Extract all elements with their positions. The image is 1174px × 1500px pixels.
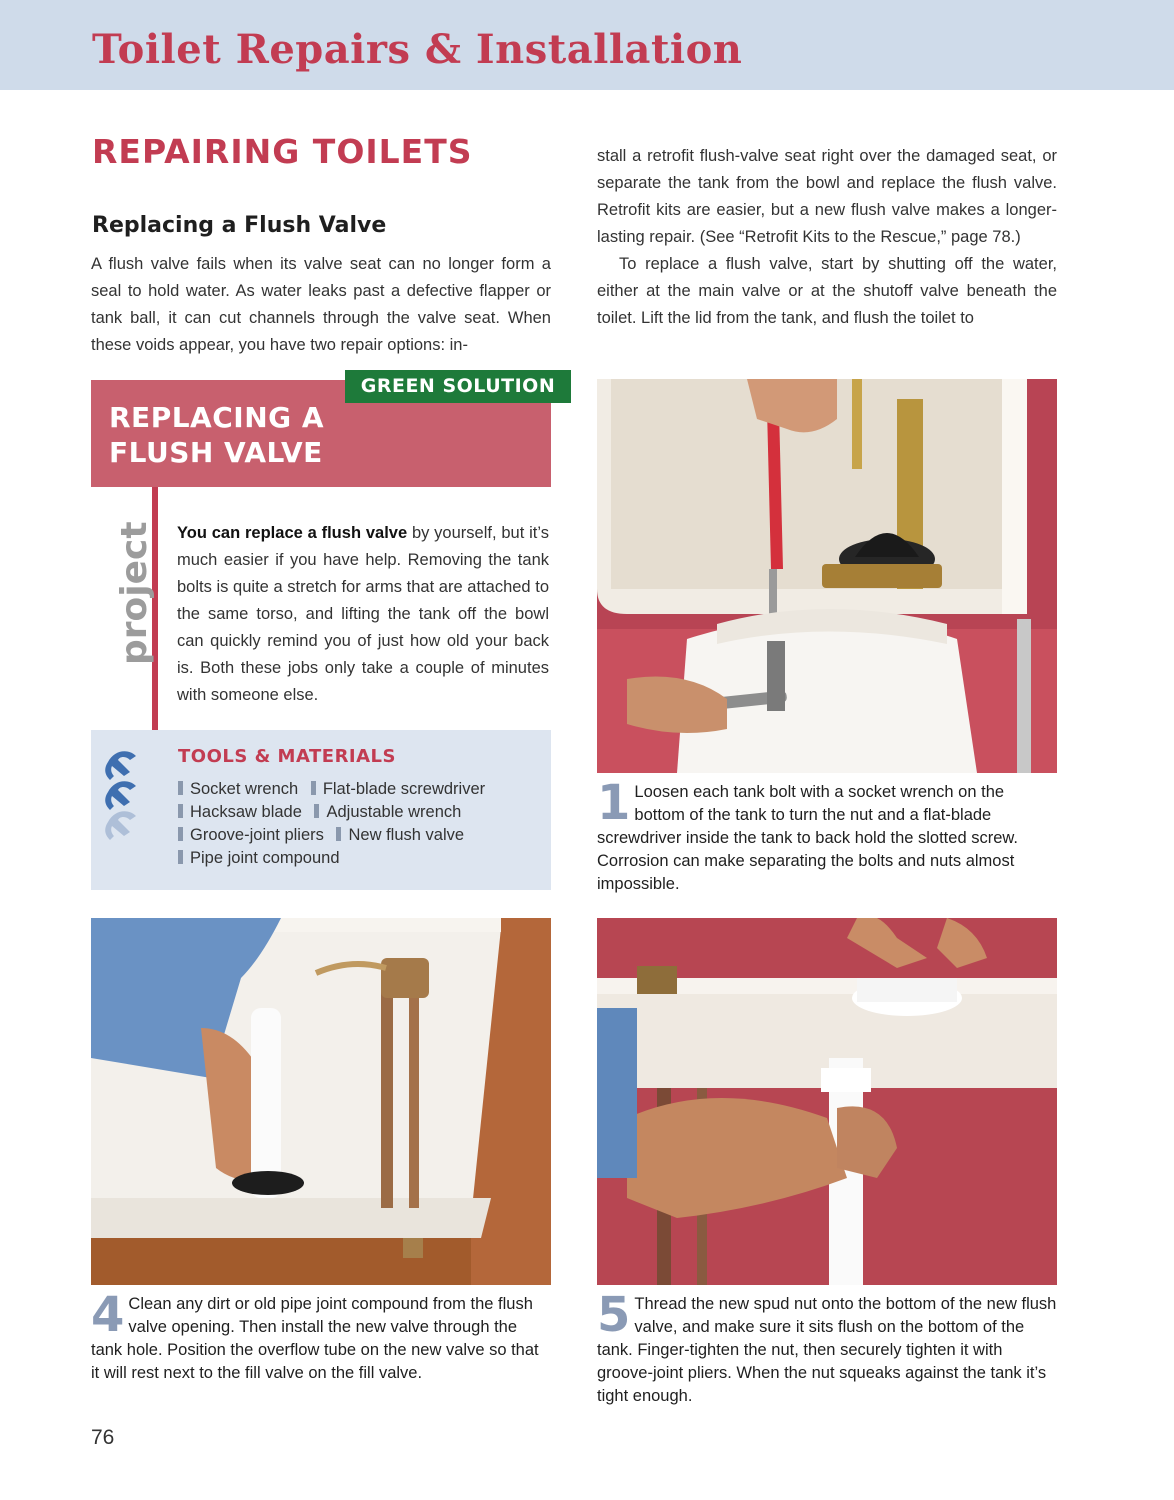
wrench-icon [100,748,144,848]
project-title: REPLACING A FLUSH VALVE [109,401,325,469]
step-4-number: 4 [91,1287,125,1343]
tool-item: Adjustable wrench [314,803,461,821]
tools-list [178,778,548,870]
tool-item: Pipe joint compound [178,849,340,867]
tools-line [178,778,548,801]
column2-paragraph-1: stall a retrofit flush-valve seat right over the damaged seat, or separate the tank from the bowl and replace the flush valve. Retrofit kits are easier, but a new flush valve makes a longer-lasting repair. (See “Retrofit Kits to the Rescue,” page 78.) [597,147,1057,246]
tool-item: Flat-blade screwdriver [311,780,485,798]
project-intro-lead: You can replace a flush valve [177,524,408,542]
tools-title: TOOLS & MATERIALS [178,746,396,767]
photo-step-4 [91,918,551,1285]
tool-item: Hacksaw blade [178,803,302,821]
tools-line [178,847,548,870]
column1-paragraph: A flush valve fails when its valve seat can no longer form a seal to hold water. As water leaks past a defective flapper or tank ball, it can cut channels through the valve seat. When these voids appear, you have two repair options: in- [91,255,551,354]
photo-step-5 [597,918,1057,1285]
step-5-text: Thread the new spud nut onto the bottom of the new flush valve, and make sure it sits flush on the bottom of the tank. Finger-tighten the nut, then securely tighten it with groove-joint pliers. When the nut squeaks against the tank it’s tight enough. [597,1295,1057,1405]
project-intro [177,520,549,709]
section-title: REPAIRING TOILETS [92,132,473,171]
green-solution-badge: GREEN SOLUTION [345,370,571,403]
column1-text [91,251,551,359]
project-side-label: project [114,521,155,665]
tool-item: Socket wrench [178,780,298,798]
column2-paragraph-2: To replace a flush valve, start by shutting off the water, either at the main valve or at the shutoff valve beneath the toilet. Lift the lid from the tank, and flush the toilet to [597,255,1057,327]
step-4-caption [91,1287,551,1385]
tools-line [178,824,548,847]
subhead: Replacing a Flush Valve [92,213,387,238]
step-4-text: Clean any dirt or old pipe joint compound from the flush valve opening. Then install the new valve through the tank hole. Position the overflow tube on the new valve so that it will rest next to the fill valve on the fill valve. [91,1295,539,1382]
step-1-caption [597,775,1057,896]
step-1-number: 1 [597,775,631,831]
page-number: 76 [91,1426,115,1449]
photo-step-1 [597,379,1057,773]
step-1-text: Loosen each tank bolt with a socket wrench on the bottom of the tank to turn the nut and a flat-blade screwdriver inside the tank to back hold the slotted screw. Corrosion can make separating the bolts and nuts almost impossible. [597,783,1018,893]
column2-text [597,143,1057,332]
tool-item: New flush valve [336,826,464,844]
step-5-caption [597,1287,1057,1408]
project-intro-rest: by yourself, but it’s much easier if you have help. Removing the tank bolts is quite a stretch for arms that are attached to the same torso, and lifting the tank off the bowl can quickly remind you of just how old your back is. Both these jobs only take a couple of minutes with someone else. [177,524,549,704]
page-header-title: Toilet Repairs & Installation [92,26,743,73]
tools-line [178,801,548,824]
step-5-number: 5 [597,1287,631,1343]
tool-item: Groove-joint pliers [178,826,324,844]
